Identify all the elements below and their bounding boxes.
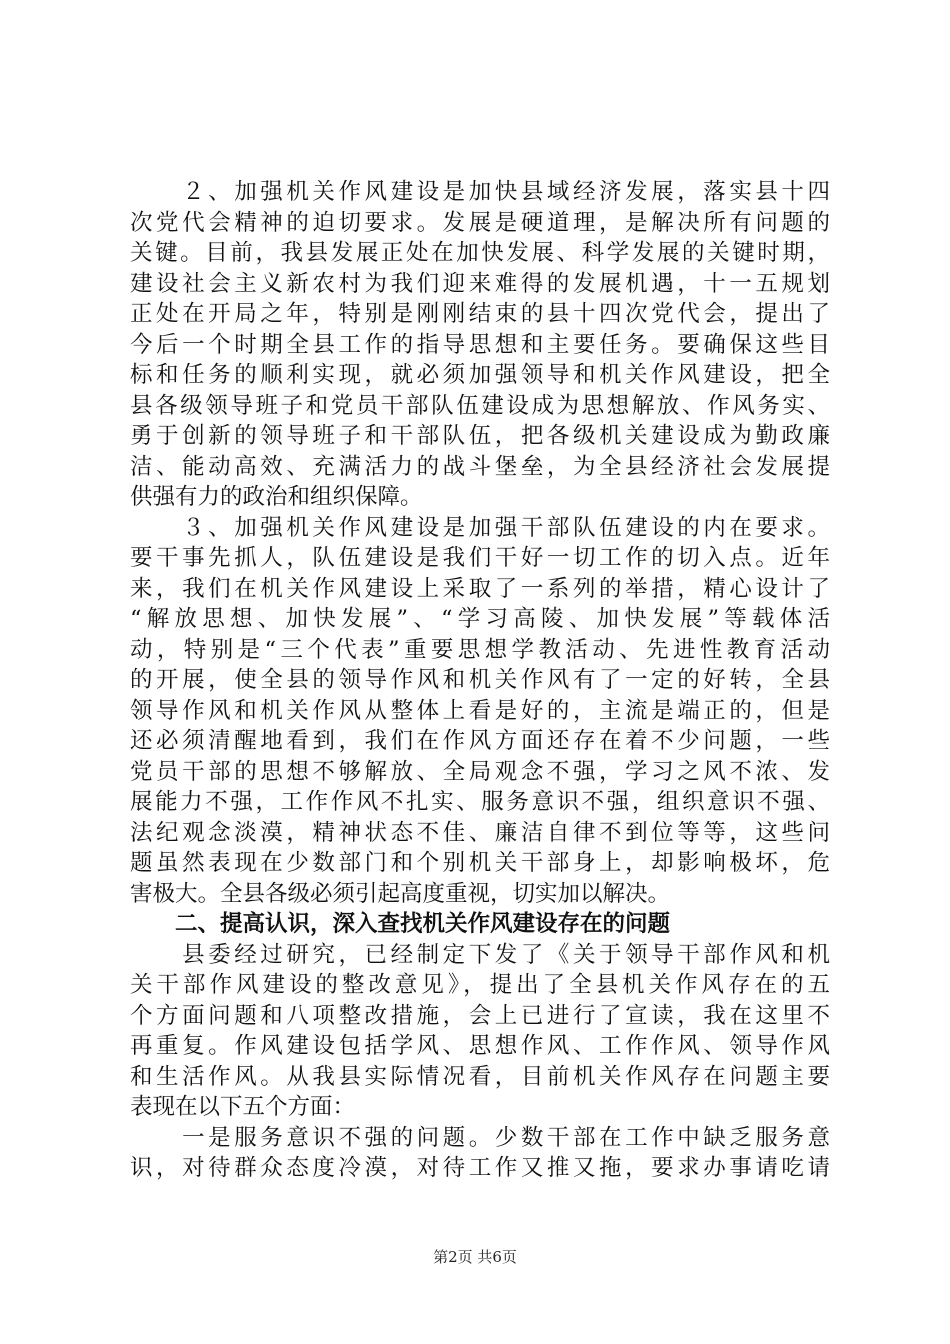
text-line: 洁、能动高效、充满活力的战斗堡垒，为全县经济社会发展提 [130,453,830,480]
text-line: 建设社会主义新农村为我们迎来难得的发展机遇，十一五规划 [130,270,830,297]
text-line: 表现在以下五个方面： [130,1094,356,1120]
text-line: 还必须清醒地看到，我们在作风方面还存在着不少问题，一些 [130,728,830,754]
section-heading: 二、提高认识，深入查找机关作风建设存在的问题 [130,911,671,937]
document-body [130,177,830,1184]
text-line: 关干部作风建设的整改意见》，提出了全县机关作风存在的五 [130,972,830,998]
text-line: 来，我们在机关作风建设上采取了一系列的举措，精心设计了 [130,575,830,602]
text-line: “解放思想、加快发展”、“学习高陵、加快发展”等载体活 [130,606,830,632]
text-line: 的开展，使全县的领导作风和机关作风有了一定的好转，全县 [130,667,830,693]
text-line: 个方面问题和八项整改措施，会上已进行了宣读，我在这里不 [130,1002,830,1029]
text-line: 标和任务的顺利实现，就必须加强领导和机关作风建设，把全 [130,362,830,388]
text-line: 供强有力的政治和组织保障。 [130,484,423,510]
text-line: 动，特别是“三个代表”重要思想学教活动、先进性教育活动 [130,636,830,663]
text-line: 领导作风和机关作风从整体上看是好的，主流是端正的，但是 [130,697,830,724]
text-line: 县委经过研究，已经制定下发了《关于领导干部作风和机 [130,941,830,968]
text-line: 题虽然表现在少数部门和个别机关干部身上，却影响极坏，危 [130,850,830,876]
text-line: 次党代会精神的迫切要求。发展是硬道理，是解决所有问题的 [130,209,830,236]
text-line: 一是服务意识不强的问题。少数干部在工作中缺乏服务意 [130,1124,830,1151]
text-line: 县各级领导班子和党员干部队伍建设成为思想解放、作风务实、 [130,392,830,419]
text-line: 要干事先抓人，队伍建设是我们干好一切工作的切入点。近年 [130,545,830,571]
text-line: 法纪观念淡漠，精神状态不佳、廉洁自律不到位等等，这些问 [130,819,830,846]
text-line: 展能力不强，工作作风不扎实、服务意识不强，组织意识不强、 [130,789,830,815]
text-line: ２、加强机关作风建设是加快县域经济发展，落实县十四 [130,179,830,205]
text-line: 党员干部的思想不够解放、全局观念不强，学习之风不浓、发 [130,758,830,785]
text-line: 今后一个时期全县工作的指导思想和主要任务。要确保这些目 [130,331,830,358]
text-line: 害极大。全县各级必须引起高度重视，切实加以解决。 [130,880,671,907]
text-line: 识，对待群众态度冷漠，对待工作又推又拖，要求办事请吃请 [130,1155,830,1181]
text-line: 勇于创新的领导班子和干部队伍，把各级机关建设成为勤政廉 [130,423,830,449]
page-number-footer: 第2页 共6页 [433,1248,517,1266]
text-line: 关键。目前，我县发展正处在加快发展、科学发展的关键时期， [130,240,830,266]
text-line: 再重复。作风建设包括学风、思想作风、工作作风、领导作风 [130,1033,830,1059]
text-line: 和生活作风。从我县实际情况看，目前机关作风存在问题主要 [130,1063,830,1090]
text-line: ３、加强机关作风建设是加强干部队伍建设的内在要求。 [130,514,830,541]
text-line: 正处在开局之年，特别是刚刚结束的县十四次党代会，提出了 [130,301,830,327]
